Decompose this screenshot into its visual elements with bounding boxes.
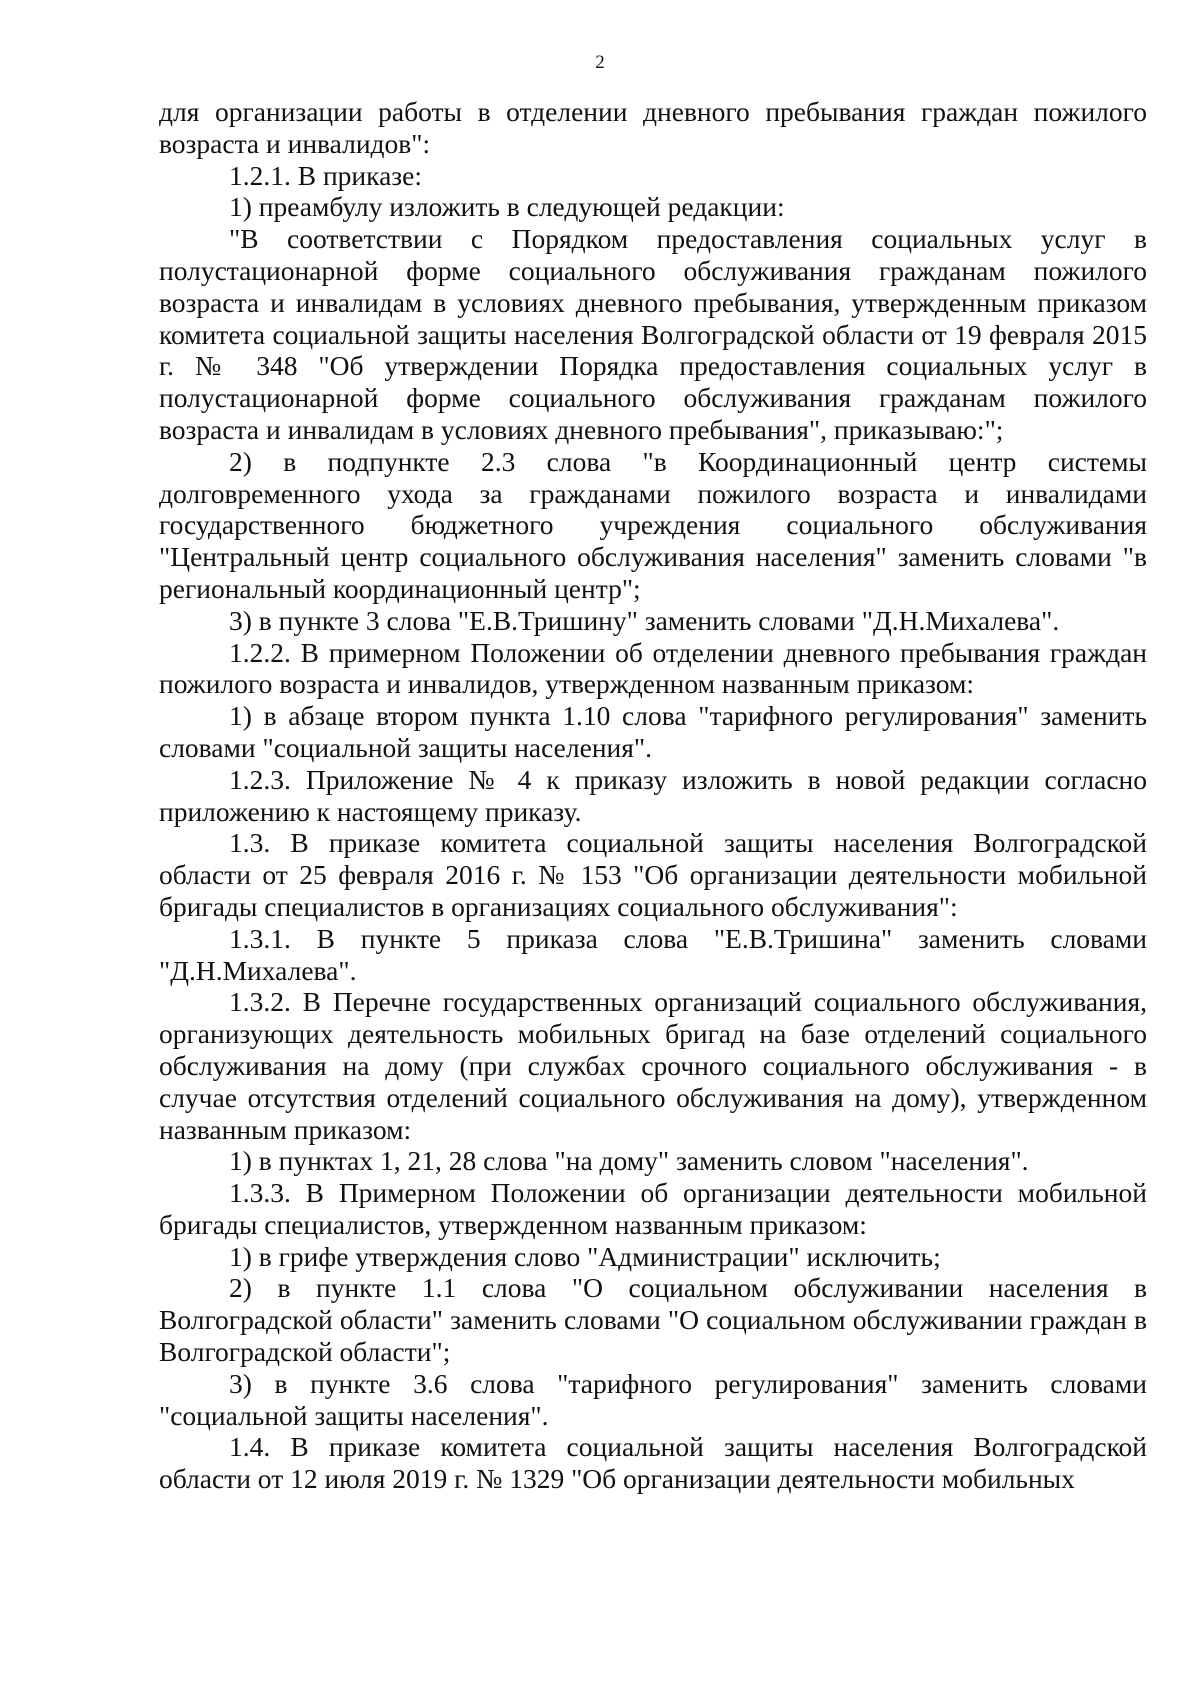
paragraph: 1.2.1. В приказе: — [229, 159, 423, 191]
paragraph: 1.2.2. В примерном Положении об отделении дневного пребывания граждан пожилого возраста и инвалидов, утвержденном названным приказом: — [159, 636, 1147, 700]
paragraph: 1.3.2. В Перечне государственных организаций социального обслуживания, организующих деятельность мобильных бригад на базе отделений социального обслуживания на дому (при службах срочного социального обслуживания - в случае отсутствия отделений социального обслуживания на дому), утвержденном названным приказом: — [159, 986, 1147, 1145]
paragraph: 1) в абзаце втором пункта 1.10 слова "тарифного регулирования" заменить словами "социальной защиты населения". — [159, 700, 1147, 763]
document-body — [159, 96, 1147, 1495]
paragraph: для организации работы в отделении дневного пребывания граждан пожилого возраста и инвалидов": — [159, 96, 1147, 159]
paragraph: 1.3.1. В пункте 5 приказа слова "Е.В.Тришина" заменить словами "Д.Н.Михалева". — [159, 922, 1147, 986]
paragraph: 2) в подпункте 2.3 слова "в Координационный центр системы долговременного ухода за гражданами пожилого возраста и инвалидами государственного бюджетного учреждения социального обслуживания "Центральный центр социального обслуживания населения" заменить словами "в региональный координационный центр"; — [159, 445, 1147, 604]
paragraph: 1.2.3. Приложение № 4 к приказу изложить в новой редакции согласно приложению к настоящему приказу. — [159, 763, 1147, 827]
paragraph: 1.4. В приказе комитета социальной защиты населения Волгоградской области от 12 июля 2019 г. № 1329 "Об организации деятельности мобильных — [159, 1431, 1147, 1495]
paragraph: 3) в пункте 3 слова "Е.В.Тришину" заменить словами "Д.Н.Михалева". — [229, 604, 1060, 636]
paragraph: 1) в грифе утверждения слово "Администрации" исключить; — [229, 1240, 941, 1272]
paragraph: "В соответствии с Порядком предоставления социальных услуг в полустационарной форме социального обслуживания гражданам пожилого возраста и инвалидам в условиях дневного пребывания, утвержденным приказом комитета социальной защиты населения Волгоградской области от 19 февраля 2015 г. № 348 "Об утверждении Порядка предоставления социальных услуг в полустационарной форме социального обслуживания гражданам пожилого возраста и инвалидам в условиях дневного пребывания", приказываю:"; — [159, 223, 1147, 445]
paragraph: 3) в пункте 3.6 слова "тарифного регулирования" заменить словами "социальной защиты населения". — [159, 1367, 1147, 1431]
paragraph: 1) в пунктах 1, 21, 28 слова "на дому" заменить словом "населения". — [229, 1145, 1029, 1177]
paragraph: 2) в пункте 1.1 слова "О социальном обслуживании населения в Волгоградской области" заменить словами "О социальном обслуживании граждан в Волгоградской области"; — [159, 1272, 1147, 1368]
paragraph: 1.3. В приказе комитета социальной защиты населения Волгоградской области от 25 февраля 2016 г. № 153 "Об организации деятельности мобильной бригады специалистов в организациях социального обслуживания": — [159, 827, 1147, 922]
page-number: 2 — [595, 52, 605, 73]
paragraph: 1) преамбулу изложить в следующей редакции: — [229, 191, 785, 223]
paragraph: 1.3.3. В Примерном Положении об организации деятельности мобильной бригады специалистов, утвержденном названным приказом: — [159, 1177, 1147, 1240]
